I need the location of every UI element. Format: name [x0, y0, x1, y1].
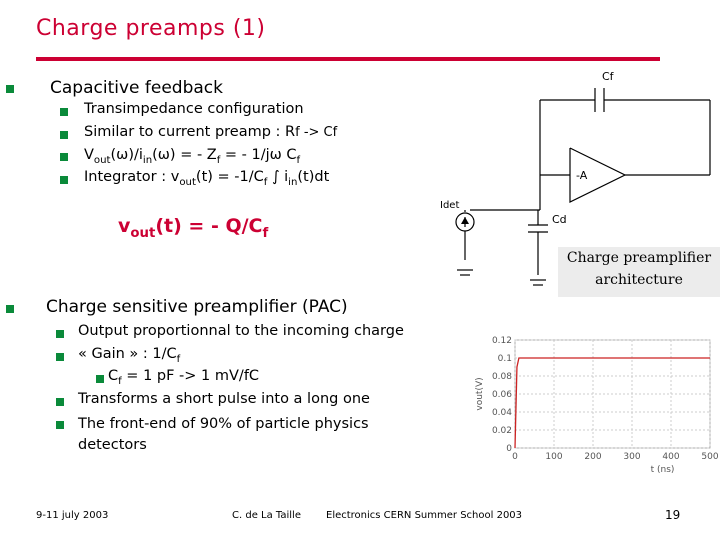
bullet-square-icon — [56, 398, 64, 406]
cd-label: Cd — [552, 213, 567, 226]
x-tick-label: 300 — [623, 452, 641, 462]
section-heading-pac: Charge sensitive preamplifier (PAC) — [46, 297, 348, 317]
bullet-square-icon — [56, 353, 64, 361]
amp-gain-label: -A — [576, 169, 588, 182]
bullet-square-icon — [6, 85, 14, 93]
item-transfer-function: $V_{out}(\omega)/i_{in}(\omega)$ = - $Z_f$ = - 1/jω $C_f$ — [84, 147, 301, 166]
slide-title: Charge preamps (1) — [36, 16, 266, 41]
footer-date: 9-11 july 2003 — [36, 510, 109, 521]
y-axis-label: vout(V) — [475, 377, 485, 411]
item-transimpedance: Transimpedance configuration — [84, 101, 304, 117]
output-voltage-plot — [470, 330, 720, 480]
x-tick-label: 0 — [512, 452, 518, 462]
bullet-square-icon — [56, 330, 64, 338]
schematic-caption: Charge preamplifier architecture — [558, 247, 720, 297]
x-tick-label: 100 — [545, 452, 563, 462]
x-tick-label: 200 — [584, 452, 602, 462]
item-transforms-pulse: Transforms a short pulse into a long one — [78, 391, 370, 407]
section-heading-capacitive: Capacitive feedback — [50, 78, 223, 98]
y-tick-label: 0.04 — [491, 408, 512, 418]
y-tick-label: 0.08 — [491, 372, 512, 382]
footer-event: Electronics CERN Summer School 2003 — [326, 510, 523, 521]
footer-author: C. de La Taille — [232, 510, 301, 521]
key-equation: $v_{out}(t)$ = - $Q/C_f$ — [118, 215, 269, 241]
item-front-end: The front-end of 90% of particle physics detectors — [78, 416, 369, 453]
y-tick-label: 0 — [506, 444, 512, 454]
bullet-square-icon — [56, 421, 64, 429]
cf-label: Cf — [602, 70, 614, 83]
x-tick-label: 400 — [662, 452, 680, 462]
y-tick-label: 0.12 — [491, 336, 512, 346]
idet-label: Idet — [440, 200, 460, 211]
x-tick-label: 500 — [701, 452, 719, 462]
bullet-square-icon — [60, 176, 68, 184]
bullet-square-icon — [60, 108, 68, 116]
page-number: 19 — [665, 508, 681, 522]
vout-series-line — [515, 358, 710, 448]
y-tick-label: 0.1 — [497, 354, 512, 364]
subitem-cf-value: $C_f = 1$ pF -> 1 mV/fC — [108, 368, 260, 387]
item-gain: « Gain » : $1/C_f$ — [78, 346, 181, 365]
bullet-square-icon — [6, 305, 14, 313]
y-tick-label: 0.02 — [491, 426, 512, 436]
x-axis-label: t (ns) — [650, 465, 675, 475]
bullet-square-icon — [96, 375, 104, 383]
bullet-square-icon — [60, 153, 68, 161]
item-output-proportional: Output proportionnal to the incoming charge — [78, 323, 404, 339]
item-integrator: Integrator : $v_{out}(t) = -1/C_f$ ∫ $i_{in}(t)dt$ — [84, 169, 330, 188]
y-tick-label: 0.06 — [491, 390, 512, 400]
bullet-square-icon — [60, 131, 68, 139]
item-similar: Similar to current preamp : Rf -> Cf — [84, 124, 338, 140]
